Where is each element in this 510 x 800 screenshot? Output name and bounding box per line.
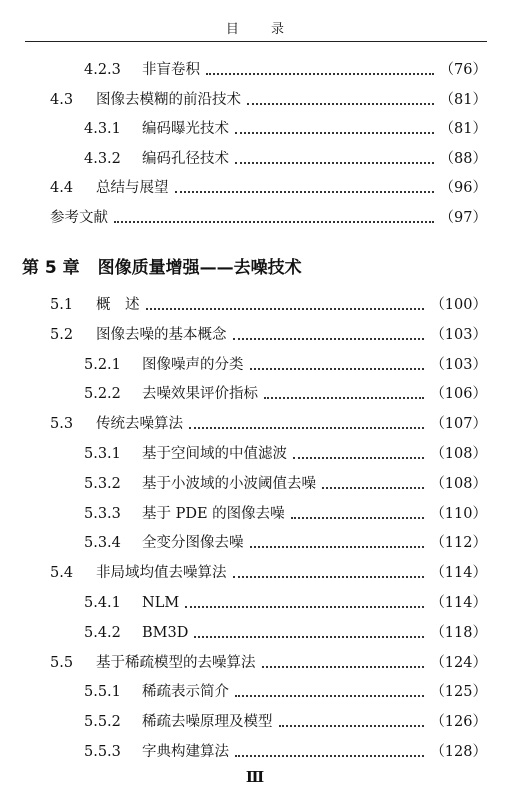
dot-leader bbox=[235, 755, 424, 757]
toc-entry bbox=[50, 322, 487, 344]
toc-entry-page: （100） bbox=[430, 297, 487, 313]
toc-entry-title: NLM bbox=[142, 595, 180, 611]
toc-entry-page: （114） bbox=[430, 565, 487, 582]
toc-entry bbox=[84, 441, 487, 463]
dot-leader bbox=[250, 368, 425, 370]
toc-entry bbox=[50, 205, 487, 227]
toc-entry-number: 5.5.1 bbox=[84, 684, 121, 701]
toc-entry-page: （103） bbox=[430, 326, 487, 343]
toc-entry-title: 参考文献 bbox=[50, 210, 108, 226]
dot-leader bbox=[175, 191, 434, 193]
toc-entry bbox=[84, 381, 487, 403]
dot-leader bbox=[279, 725, 425, 727]
toc-entry-title: 全变分图像去噪 bbox=[142, 535, 244, 552]
toc-entry-number: 5.4.2 bbox=[84, 624, 121, 641]
toc-entry bbox=[84, 116, 487, 138]
toc-entry-number: 4.3.2 bbox=[84, 150, 121, 167]
toc-entry-number: 5.5.3 bbox=[84, 744, 121, 760]
toc-entry-number: 4.3.1 bbox=[84, 121, 121, 138]
toc-entry-title: 稀疏表示简介 bbox=[142, 684, 229, 701]
toc-entry-number: 5.3.4 bbox=[84, 535, 121, 552]
toc-entry-page: （81） bbox=[439, 91, 487, 108]
toc-entry-number: 5.3.3 bbox=[84, 505, 121, 522]
page-header: 目 录 bbox=[225, 22, 299, 37]
dot-leader bbox=[262, 666, 425, 668]
toc-entry-title: 基于稀疏模型的去噪算法 bbox=[96, 654, 256, 671]
toc-entry-number: 4.2.3 bbox=[84, 62, 121, 78]
toc-entry-page: （88） bbox=[439, 150, 487, 167]
toc-entry-title: 传统去噪算法 bbox=[96, 416, 183, 433]
toc-entry-number: 5.2 bbox=[50, 326, 74, 343]
toc-entry bbox=[84, 679, 487, 701]
toc-entry-number: 5.3 bbox=[50, 416, 74, 433]
toc-entry-page: （107） bbox=[430, 416, 487, 433]
toc-entry-page: （76） bbox=[439, 62, 487, 78]
dot-leader bbox=[293, 457, 424, 459]
toc-entry-title: 基于空间域的中值滤波 bbox=[142, 446, 287, 462]
toc-entry-number: 5.2.1 bbox=[84, 356, 121, 373]
toc-entry bbox=[84, 739, 487, 761]
toc-entry bbox=[84, 620, 487, 642]
toc-entry bbox=[84, 590, 487, 612]
dot-leader bbox=[206, 73, 434, 75]
toc-entry-page: （125） bbox=[430, 684, 487, 701]
toc-entry-title: BM3D bbox=[142, 624, 189, 641]
toc-entry-number: 5.2.2 bbox=[84, 386, 121, 403]
toc-entry bbox=[50, 560, 487, 582]
toc-entry bbox=[50, 87, 487, 109]
dot-leader bbox=[291, 517, 425, 519]
toc-entry-page: （108） bbox=[430, 446, 487, 462]
dot-leader bbox=[235, 162, 434, 164]
dot-leader bbox=[235, 695, 424, 697]
toc-entry-number: 4.4 bbox=[50, 180, 74, 197]
dot-leader bbox=[185, 606, 424, 608]
toc-entry bbox=[84, 352, 487, 374]
toc-entry-title: 图像去模糊的前沿技术 bbox=[96, 91, 241, 108]
toc-entry-title: 编码孔径技术 bbox=[142, 150, 229, 167]
toc-entry-number: 5.3.2 bbox=[84, 475, 121, 492]
dot-leader bbox=[247, 103, 434, 105]
toc-entry-page: （112） bbox=[430, 535, 487, 552]
toc-entry bbox=[50, 411, 487, 433]
toc-entry-title: 概 述 bbox=[96, 297, 140, 313]
toc-entry-title: 图像噪声的分类 bbox=[142, 356, 244, 373]
toc-entry-page: （96） bbox=[439, 180, 487, 197]
dot-leader bbox=[233, 576, 425, 578]
toc-entry-page: （124） bbox=[430, 654, 487, 671]
dot-leader bbox=[264, 397, 424, 399]
toc-entry bbox=[50, 650, 487, 672]
toc-entry-title: 非局域均值去噪算法 bbox=[96, 565, 227, 582]
toc-entry-number: 5.4.1 bbox=[84, 595, 121, 611]
toc-entry-page: （108） bbox=[430, 475, 487, 492]
toc-entry-number: 5.3.1 bbox=[84, 446, 121, 462]
toc-entry-page: （114） bbox=[430, 595, 487, 611]
toc-entry bbox=[84, 709, 487, 731]
toc-entry-title: 总结与展望 bbox=[96, 180, 169, 197]
toc-entry-number: 5.1 bbox=[50, 297, 74, 313]
toc-entry bbox=[84, 146, 487, 168]
dot-leader bbox=[235, 132, 434, 134]
toc-entry-page: （106） bbox=[430, 386, 487, 403]
toc-entry-title: 基于小波域的小波阈值去噪 bbox=[142, 475, 316, 492]
dot-leader bbox=[250, 546, 425, 548]
toc-entry bbox=[50, 175, 487, 197]
toc-entry-title: 非盲卷积 bbox=[142, 62, 200, 78]
toc-entry-number: 5.5.2 bbox=[84, 714, 121, 731]
toc-entry-page: （103） bbox=[430, 356, 487, 373]
page-number: Ⅲ bbox=[245, 768, 265, 786]
toc-entry-title: 基于 PDE 的图像去噪 bbox=[142, 505, 285, 522]
chapter-title: 图像质量增强——去噪技术 bbox=[97, 258, 302, 278]
dot-leader bbox=[194, 636, 424, 638]
toc-entry bbox=[84, 471, 487, 493]
dot-leader bbox=[189, 427, 424, 429]
dot-leader bbox=[114, 221, 434, 223]
toc-entry-page: （110） bbox=[430, 505, 487, 522]
toc-entry bbox=[84, 530, 487, 552]
toc-entry-title: 图像去噪的基本概念 bbox=[96, 326, 227, 343]
toc-entry-number: 5.5 bbox=[50, 654, 74, 671]
dot-leader bbox=[233, 338, 425, 340]
toc-entry-number: 4.3 bbox=[50, 91, 74, 108]
chapter-heading bbox=[22, 253, 302, 278]
header-rule bbox=[25, 41, 487, 42]
toc-entry-page: （97） bbox=[439, 210, 487, 226]
toc-entry bbox=[84, 501, 487, 523]
dot-leader bbox=[322, 487, 424, 489]
dot-leader bbox=[146, 308, 425, 310]
toc-entry-title: 稀疏去噪原理及模型 bbox=[142, 714, 273, 731]
toc-entry-title: 去噪效果评价指标 bbox=[142, 386, 258, 403]
chapter-label: 第 5 章 bbox=[22, 258, 80, 278]
toc-entry-number: 5.4 bbox=[50, 565, 74, 582]
toc-entry-page: （81） bbox=[439, 121, 487, 138]
toc-entry bbox=[84, 57, 487, 79]
toc-entry-page: （126） bbox=[430, 714, 487, 731]
toc-entry-title: 编码曝光技术 bbox=[142, 121, 229, 138]
toc-entry bbox=[50, 292, 487, 314]
toc-entry-page: （118） bbox=[430, 624, 487, 641]
toc-entry-title: 字典构建算法 bbox=[142, 744, 229, 760]
toc-entry-page: （128） bbox=[430, 744, 487, 760]
